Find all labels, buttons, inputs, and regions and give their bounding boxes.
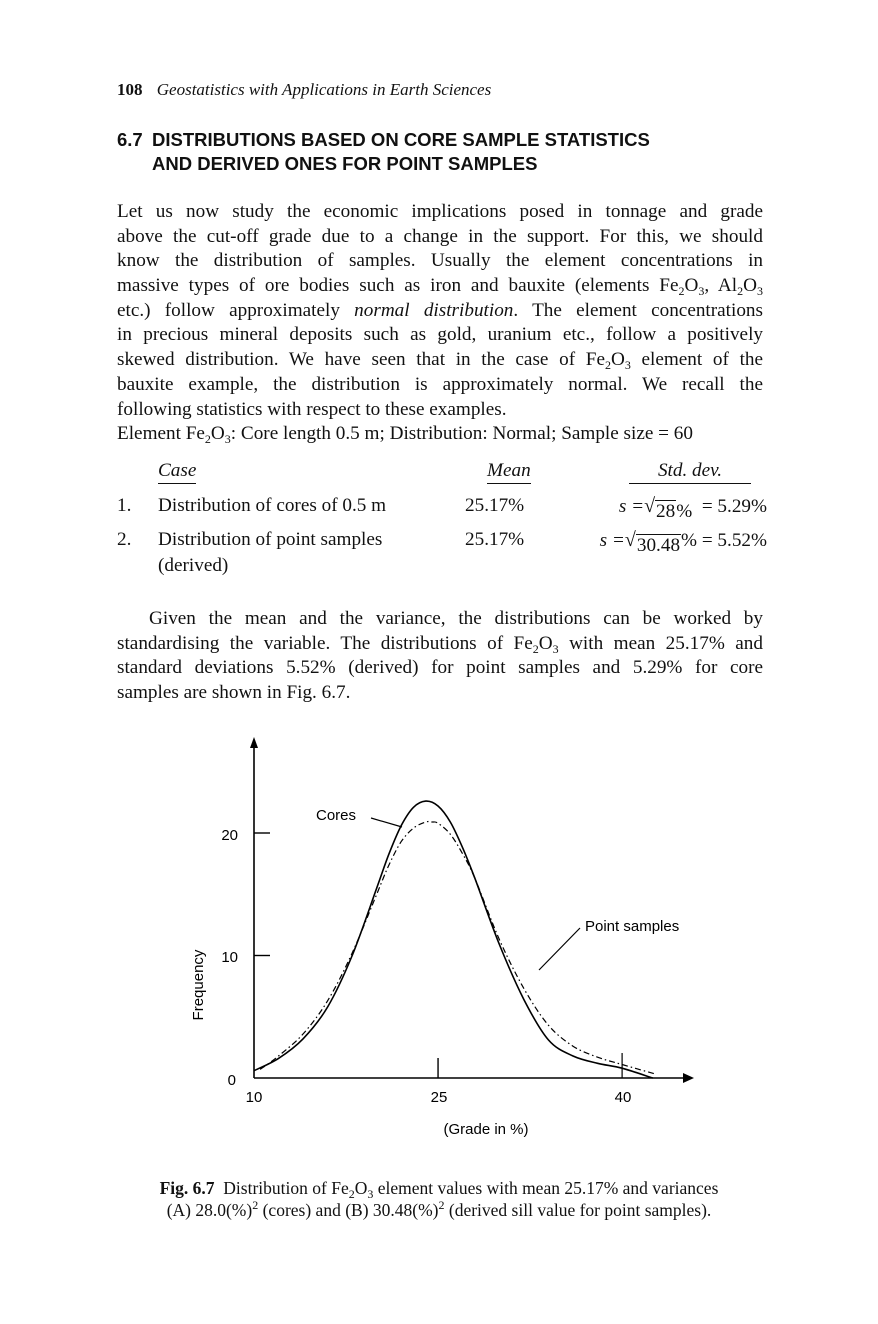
text: (cores) and (B) 30.48(%) [258,1200,439,1220]
text: Distribution of Fe [223,1178,349,1198]
text: Element Fe [117,423,205,445]
caption-line1 [117,1177,761,1199]
radicand: 30.48 [636,535,681,556]
subscript: 3 [224,432,231,447]
text: , Al [704,275,738,297]
radical-sign: √ [624,529,636,551]
s-label: s = [618,496,645,517]
paragraph-2 [117,607,763,706]
text: : Core length 0.5 m; Distribution: Normal; Sample size = 60 [230,423,693,445]
x-tick-label: 10 [245,1089,263,1106]
subscript: 2 [348,1187,355,1201]
header-std: Std. dev. [629,460,751,484]
element-line [117,422,763,447]
text: O [210,423,225,445]
caption-line2 [117,1199,761,1221]
y-tick-label: 0 [227,1072,236,1089]
running-head [117,80,491,100]
paragraph-1 [117,200,763,447]
text: (derived sill value for point samples). [444,1200,712,1220]
x-tick-label: 40 [614,1089,632,1106]
text-line: samples are shown in Fig. 6.7. [117,682,351,704]
section-title [117,128,650,176]
x-axis-arrow-icon [683,1073,694,1083]
subscript: 3 [624,358,631,373]
text-line [117,632,763,657]
std-result: = 5.52% [701,530,767,551]
text: O [684,275,699,297]
text-line: know the distribution of samples. Usually the element concentrations in [117,250,763,272]
row-case-line2: (derived) [158,555,229,576]
text: O [743,275,757,297]
text: element values with mean 25.17% and variances [373,1178,719,1198]
text: O [354,1178,368,1198]
cores-label: Cores [316,807,357,824]
y-tick-label: 10 [221,949,238,966]
row-index: 1. [117,495,132,516]
row-mean: 25.17% [465,529,525,550]
text-line: Given the mean and the variance, the distributions can be worked by [149,608,763,629]
section-title-line1: DISTRIBUTIONS BASED ON CORE SAMPLE STATISTICS [152,129,650,150]
x-tick-label: 25 [430,1089,448,1106]
chart-axes [250,737,694,1083]
text: etc.) follow approximately [117,299,355,321]
book-title: Geostatistics with Applications in Earth Sciences [156,80,492,99]
text: standardising the variable. The distributions of Fe [117,632,533,654]
page-number: 108 [117,80,143,99]
subscript: 3 [756,284,763,299]
section-title-line2: AND DERIVED ONES FOR POINT SAMPLES [152,153,538,174]
radical-sign: √ [644,495,656,517]
text: O [538,632,553,654]
row-case: Distribution of point samples [158,529,383,550]
text: skewed distribution. We have seen that in the case of Fe [117,349,605,371]
subscript: 2 [678,284,685,299]
row-index: 2. [117,529,132,550]
std-result: = 5.29% [701,496,767,517]
text-line: in precious mineral deposits such as gold, uranium etc., follow a positively [117,324,763,346]
figure-label: Fig. 6.7 [159,1178,215,1198]
header-case: Case [158,460,196,484]
unit: % [681,530,698,551]
unit: % [676,501,693,522]
superscript: 2 [252,1198,259,1212]
row-mean: 25.17% [465,495,525,516]
cores-curve [254,801,653,1078]
text: massive types of ore bodies such as iron and bauxite (elements Fe [117,275,679,297]
y-tick-label: 20 [221,827,238,844]
header-mean: Mean [487,460,531,484]
y-axis-arrow-icon [250,737,258,748]
subscript: 2 [737,284,744,299]
subscript: 2 [204,432,211,447]
sqrt-expression [624,529,681,556]
y-axis-label: Frequency [190,949,207,1021]
text-line [117,348,763,373]
text-line: Let us now study the economic implications posed in tonnage and grade [117,201,763,222]
section-number: 6.7 [117,129,143,150]
subscript: 2 [532,641,539,656]
point-samples-curve [260,822,656,1075]
text-line: bauxite example, the distribution is approximately normal. We recall the [117,373,763,395]
emphasis: normal distribution [354,299,514,321]
text-line: above the cut-off grade due to a change in the support. For this, we should [117,225,763,247]
sqrt-expression [644,495,676,522]
radicand: 28 [656,501,676,522]
text-line: standard deviations 5.52% (derived) for point samples and 5.29% for core [117,657,763,679]
point-samples-leader-line [539,928,580,970]
text-line: following statistics with respect to these examples. [117,398,507,420]
text: O [610,349,625,371]
text-line [117,274,763,299]
point-samples-label: Point samples [585,918,680,935]
subscript: 3 [552,641,559,656]
text: (A) 28.0(%) [166,1200,253,1220]
chart-curves [254,801,657,1078]
text: . The element concentrations [513,299,763,321]
row-case: Distribution of cores of 0.5 m [158,495,387,516]
text: with mean 25.17% and [558,632,763,654]
text-line [117,299,763,324]
x-axis-label: (Grade in %) [443,1121,529,1138]
s-label: s = [599,530,625,551]
row-std [618,495,767,522]
subscript: 2 [604,358,611,373]
row-std [599,529,767,556]
chart-labels [190,807,679,1138]
figure-caption [117,1177,761,1221]
subscript: 3 [367,1187,374,1201]
subscript: 3 [698,284,705,299]
text: element of the [630,349,764,371]
superscript: 2 [438,1198,445,1212]
cores-leader-line [371,818,402,827]
